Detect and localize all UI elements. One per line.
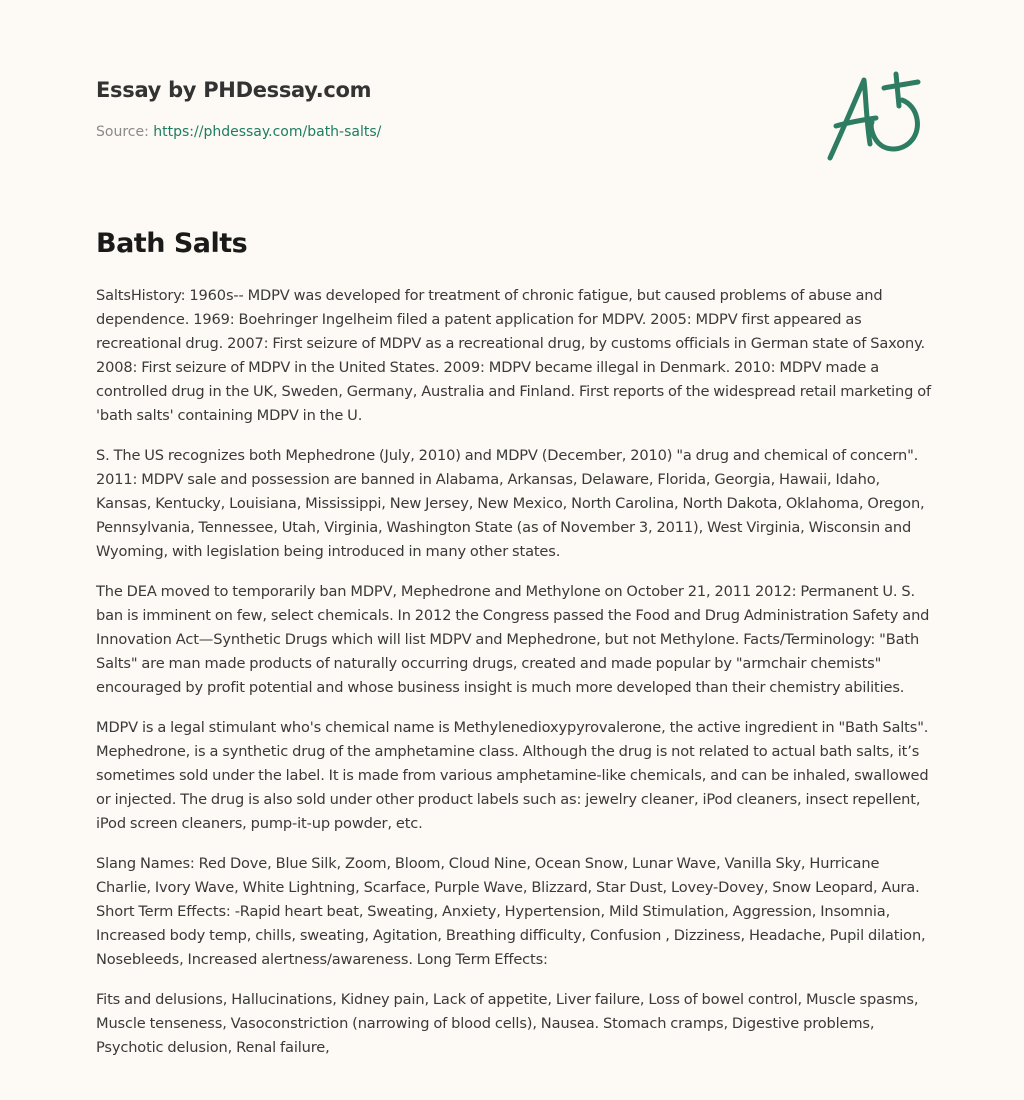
source-link[interactable]: https://phdessay.com/bath-salts/ (153, 124, 382, 140)
essay-title: Bath Salts (96, 228, 248, 259)
essay-paragraph: The DEA moved to temporarily ban MDPV, Mephedrone and Methylone on October 21, 2011 2012: Permanent U. S. ban is imminent on few, select chemicals. In 2012 the Congress passed the Food and Drug Administration Safety and Innovation Act—Synthetic Drugs which will list MDPV and Mephedrone, but not Methylone. Facts/Terminology: "Bath Salts" are man made products of naturally occurring drugs, created and made popular by "armchair chemists" encouraged by profit potential and whose business insight is much more developed than their chemistry abilities. (96, 583, 930, 696)
essay-paragraph: S. The US recognizes both Mephedrone (July, 2010) and MDPV (December, 2010) "a drug and chemical of concern". 2011: MDPV sale and possession are banned in Alabama, Arkansas, Delaware, Florida, Georgia, Hawaii, Idaho, Kansas, Kentucky, Louisiana, Mississippi, New Jersey, New Mexico, North Carolina, North Dakota, Oklahoma, Oregon, Pennsylvania, Tennessee, Utah, Virginia, Washington State (as of November 3, 2011), West Virginia, Wisconsin and Wyoming, with legislation being introduced in many other states. (96, 447, 925, 560)
essay-paragraph: SaltsHistory: 1960s-- MDPV was developed for treatment of chronic fatigue, but caused problems of abuse and dependence. 1969: Boehringer Ingelheim filed a patent application for MDPV. 2005: MDPV first appeared as recreational drug. 2007: First seizure of MDPV as a recreational drug, by customs officials in German state of Saxony. 2008: First seizure of MDPV in the United States. 2009: MDPV became illegal in Denmark. 2010: MDPV made a controlled drug in the UK, Sweden, Germany, Australia and Finland. First reports of the widespread retail marketing of 'bath salts' containing MDPV in the U. (96, 287, 932, 424)
page-header (96, 74, 936, 142)
source-line (96, 122, 936, 142)
a-plus-grade-icon (822, 66, 928, 166)
essay-body (96, 284, 932, 1076)
essay-paragraph: MDPV is a legal stimulant who's chemical name is Methylenedioxypyrovalerone, the active ingredient in "Bath Salts". Mephedrone, is a synthetic drug of the amphetamine class. Although the drug is not related to actual bath salts, it’s sometimes sold under the label. It is made from various amphetamine-like chemicals, and can be inhaled, swallowed or injected. The drug is also sold under other product labels such as: jewelry cleaner, iPod cleaners, insect repellent, iPod screen cleaners, pump-it-up powder, etc. (96, 719, 929, 832)
essay-paragraph: Fits and delusions, Hallucinations, Kidney pain, Lack of appetite, Liver failure, Loss of bowel control, Muscle spasms, Muscle tenseness, Vasoconstriction (narrowing of blood cells), Nausea. Stomach cramps, Digestive problems, Psychotic delusion, Renal failure, (96, 991, 919, 1056)
source-label: Source: (96, 124, 149, 140)
essay-paragraph: Slang Names: Red Dove, Blue Silk, Zoom, Bloom, Cloud Nine, Ocean Snow, Lunar Wave, Vanilla Sky, Hurricane Charlie, Ivory Wave, White Lightning, Scarface, Purple Wave, Blizzard, Star Dust, Lovey-Dovey, Snow Leopard, Aura. Short Term Effects: -Rapid heart beat, Sweating, Anxiety, Hypertension, Mild Stimulation, Aggression, Insomnia, Increased body temp, chills, sweating, Agitation, Breathing difficulty, Confusion , Dizziness, Headache, Pupil dilation, Nosebleeds, Increased alertness/awareness. Long Term Effects: (96, 855, 926, 968)
site-brand: Essay by PHDessay.com (96, 78, 372, 102)
